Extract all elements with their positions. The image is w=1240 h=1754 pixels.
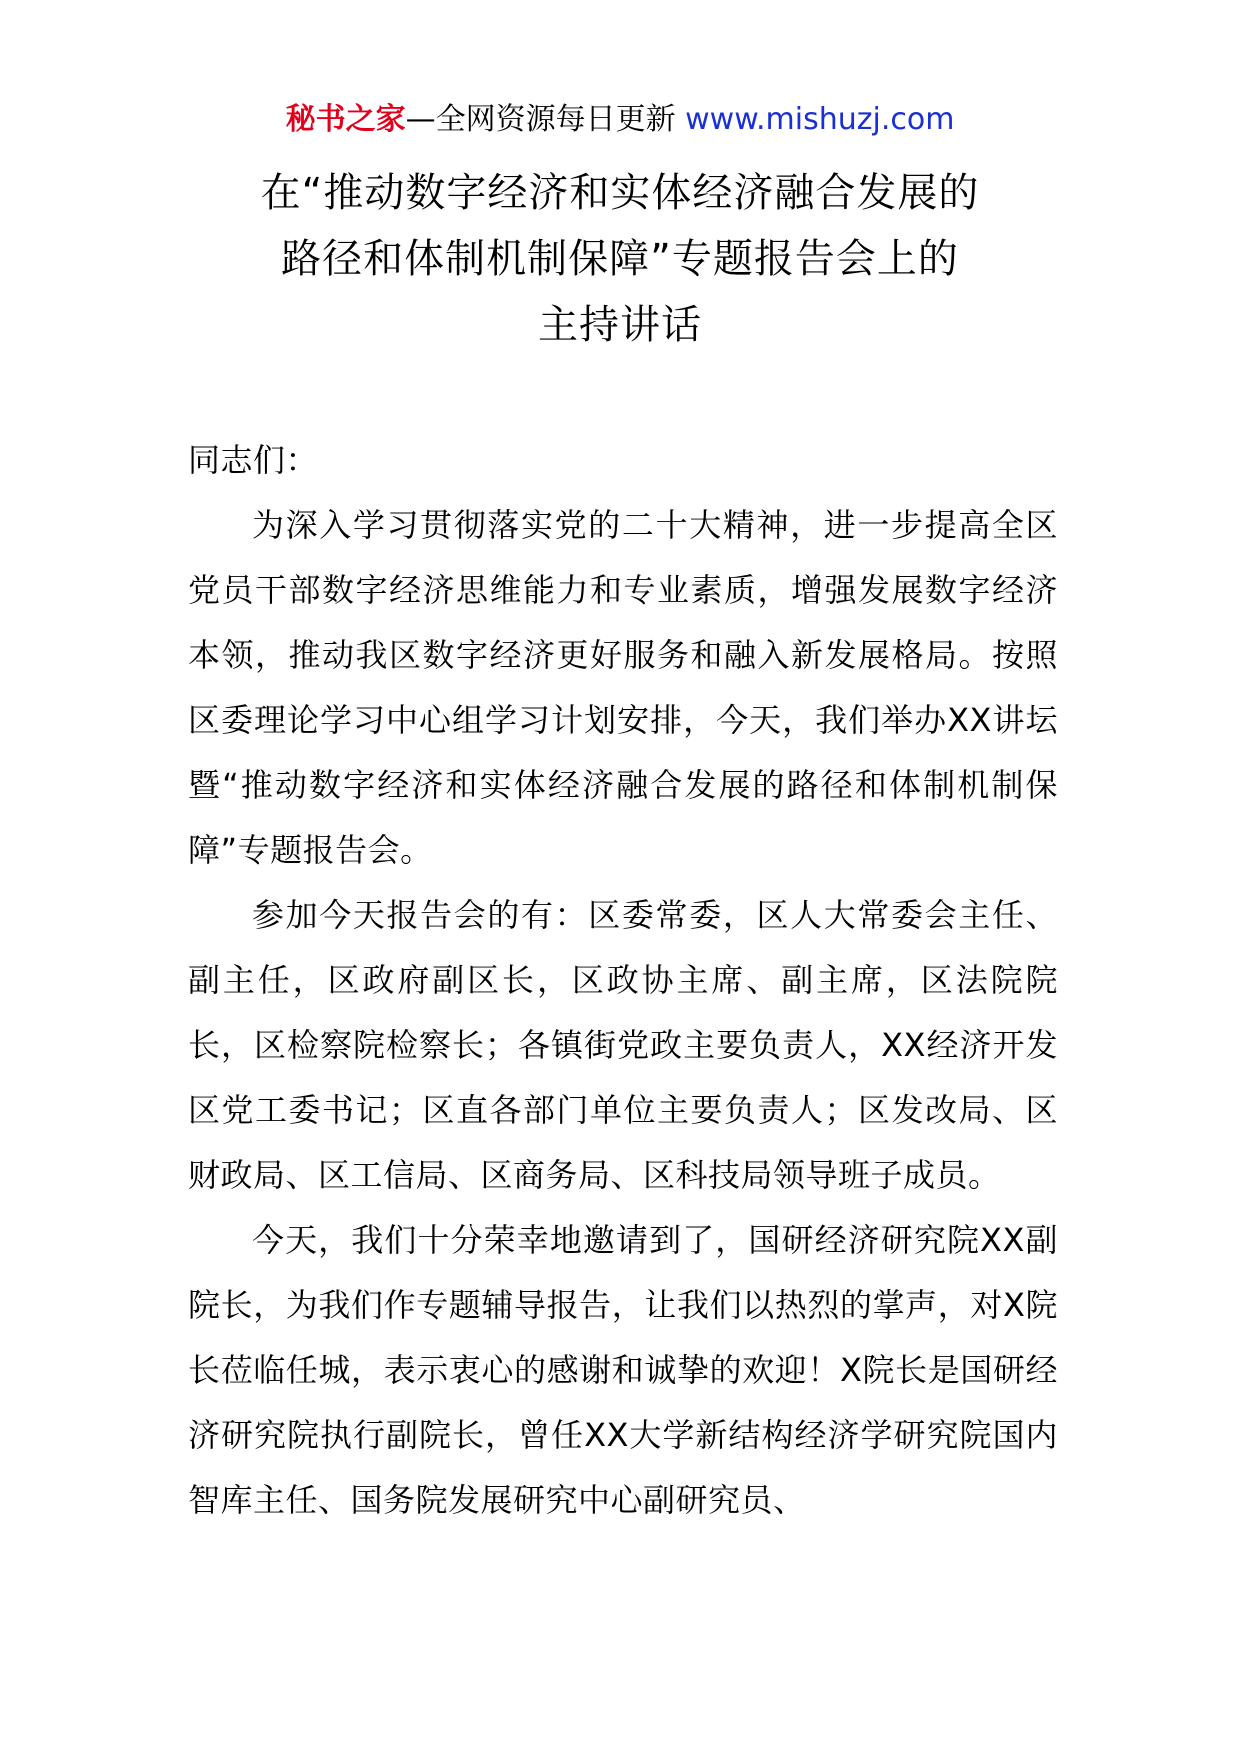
paragraph-speaker-intro: 今天，我们十分荣幸地邀请到了，国研经济研究院XX副院长，为我们作专题辅导报告，让我们以热烈的掌声，对X院长莅临任城，表示衷心的感谢和诚挚的欢迎！X院长是国研经济研究院执行副院长，曾任XX大学新结构经济学研究院国内智库主任、国务院发展研究中心副研究员、: [188, 1221, 1058, 1519]
title-line-3: 主持讲话: [538, 302, 702, 348]
site-url-link[interactable]: www.mishuzj.com: [685, 102, 955, 137]
site-tagline: —全网资源每日更新: [405, 102, 686, 137]
document-title: [150, 160, 1090, 358]
document-body: [188, 428, 1058, 1533]
paragraph-attendees: 参加今天报告会的有：区委常委，区人大常委会主任、副主任，区政府副区长，区政协主席、副主席，区法院院长，区检察院检察长；各镇街党政主要负责人，XX经济开发区党工委书记；区直各部门单位主要负责人；区发改局、区财政局、区工信局、区商务局、区科技局领导班子成员。: [188, 896, 1058, 1194]
site-brand: 秘书之家: [285, 102, 406, 137]
paragraph-purpose: 为深入学习贯彻落实党的二十大精神，进一步提高全区党员干部数字经济思维能力和专业素质，增强发展数字经济本领，推动我区数字经济更好服务和融入新发展格局。按照区委理论学习中心组学习计划安排，今天，我们举办XX讲坛暨“推动数字经济和实体经济融合发展的路径和体制机制保障”专题报告会。: [188, 506, 1058, 869]
title-line-1: 在“推动数字经济和实体经济融合发展的: [260, 170, 980, 216]
salutation: 同志们：: [188, 441, 319, 479]
title-line-2: 路径和体制机制保障”专题报告会上的: [281, 236, 959, 282]
site-header: [0, 100, 1240, 140]
